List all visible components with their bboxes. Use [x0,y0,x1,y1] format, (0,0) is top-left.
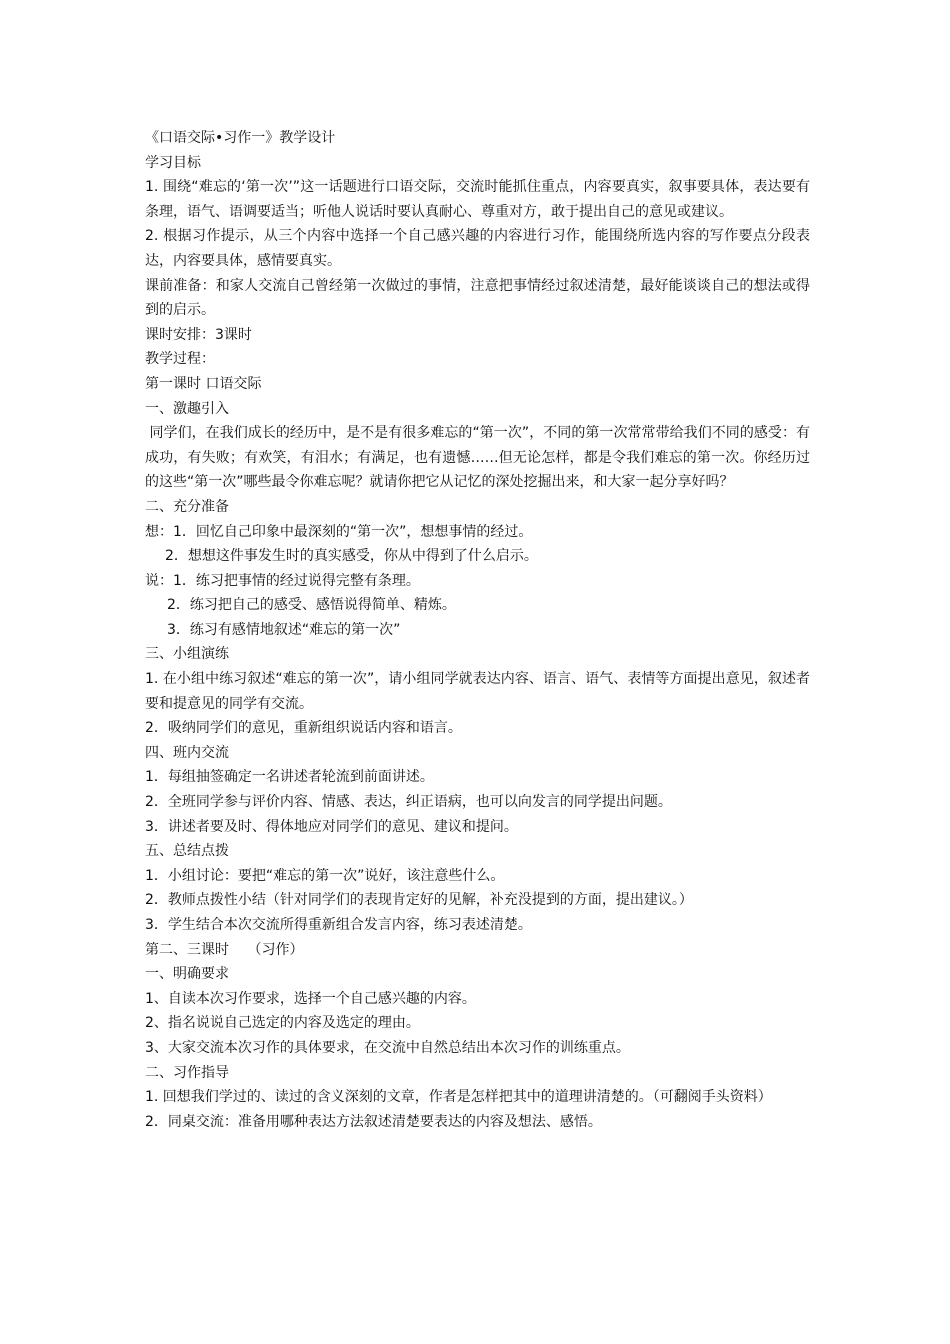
section-5-item-1: 1．小组讨论：要把“难忘的第一次”说好，该注意些什么。 [145,867,505,884]
think-item-2: 2．想想这件事发生时的真实感受，你从中得到了什么启示。 [165,548,538,565]
preparation-text: 课前准备：和家人交流自己曾经第一次做过的事情，注意把事情经过叙述清楚，最好能谈谈自己的想法或得到的启示。 [145,277,810,319]
section-3-item-1: 1. 在小组中练习叙述“难忘的第一次”，请小组同学就表达内容、语言、语气、表情等方面提出意见，叙述者要和提意见的同学有交流。 [145,671,810,712]
writing-section-2-item-1: 1. 回想我们学过的、读过的含义深刻的文章，作者是怎样把其中的道理讲清楚的。（可翻阅手头资料） [145,1089,772,1106]
lesson-2-3-heading: 第二、三课时 （习作） [145,941,304,958]
section-1-paragraph: 同学们，在我们成长的经历中，是不是有很多难忘的“第一次”，不同的第一次常常带给我们不同的感受：有成功，有失败；有欢笑，有泪水；有满足，也有遗憾……但无论怎样，都是令我们难忘的第一次。你经历过的这些“第一次”哪些最令你难忘呢？就请你把它从记忆的深处挖掘出来，和大家一起分享好吗？ [145,425,810,491]
writing-section-1-item-1: 1、自读本次习作要求，选择一个自己感兴趣的内容。 [145,990,476,1007]
section-3-item-2: 2．吸纳同学们的意见，重新组织说话内容和语言。 [145,720,462,737]
writing-section-2-item-2: 2．同桌交流：准备用哪种表达方法叙述清楚要表达的内容及想法、感悟。 [145,1113,602,1130]
document-title: 《口语交际•习作一》教学设计 [145,130,336,146]
section-2-heading: 二、充分准备 [145,498,229,515]
writing-section-1-heading: 一、明确要求 [145,966,229,983]
writing-section-2-heading: 二、习作指导 [145,1064,229,1081]
say-item-1: 说：1．练习把事情的经过说得完整有条理。 [145,572,420,589]
section-5-heading: 五、总结点拨 [145,843,229,860]
goal-item-1: 1. 围绕“难忘的‘第一次’”这一话题进行口语交际，交流时能抓住重点，内容要真实，叙事要具体，表达要有条理，语气、语调要适当；听他人说话时要认真耐心、尊重对方，敢于提出自己的意见或建议。 [145,179,810,220]
writing-section-1-item-3: 3、大家交流本次习作的具体要求，在交流中自然总结出本次习作的训练重点。 [145,1039,630,1056]
section-5-item-2: 2．教师点拨性小结（针对同学们的表现肯定好的见解，补充没提到的方面，提出建议。） [145,892,693,909]
section-5-item-3: 3．学生结合本次交流所得重新组合发言内容，练习表述清楚。 [145,917,532,933]
document-body [145,126,810,1134]
goals-heading: 学习目标 [145,154,201,171]
say-item-3: 3．练习有感情地叙述“难忘的第一次” [167,621,401,638]
section-4-item-1: 1．每组抽签确定一名讲述者轮流到前面讲述。 [145,769,434,786]
section-4-item-3: 3．讲述者要及时、得体地应对同学们的意见、建议和提问。 [145,818,518,835]
schedule-text: 课时安排：3课时 [145,326,252,343]
think-item-1: 想：1．回忆自己印象中最深刻的“第一次”，想想事情的经过。 [145,523,533,540]
section-1-heading: 一、激趣引入 [145,400,229,417]
goal-item-2: 2. 根据习作提示，从三个内容中选择一个自己感兴趣的内容进行习作，能围绕所选内容的写作要点分段表达，内容要具体，感情要真实。 [145,228,810,269]
section-4-item-2: 2．全班同学参与评价内容、情感、表达，纠正语病，也可以向发言的同学提出问题。 [145,794,672,811]
lesson-1-heading: 第一课时 口语交际 [145,375,262,392]
section-3-heading: 三、小组演练 [145,646,229,663]
section-4-heading: 四、班内交流 [145,744,229,761]
say-item-2: 2．练习把自己的感受、感悟说得简单、精炼。 [167,597,456,614]
process-heading: 教学过程： [145,351,215,368]
writing-section-1-item-2: 2、指名说说自己选定的内容及选定的理由。 [145,1015,420,1032]
